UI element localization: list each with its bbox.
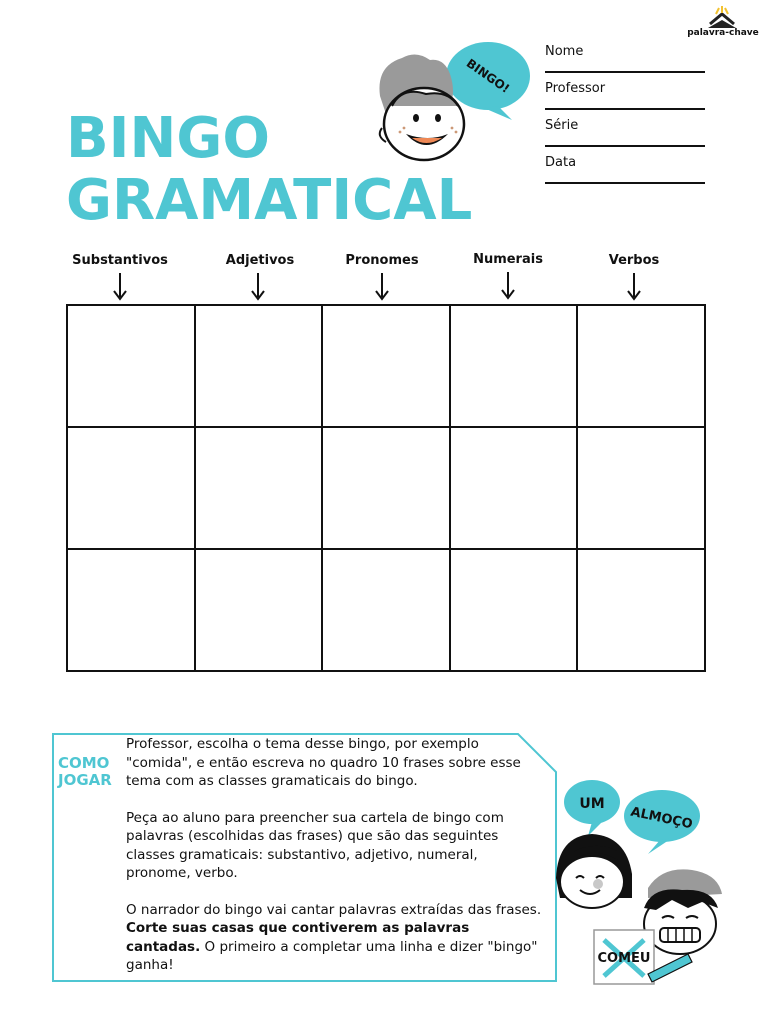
comeu-card-text: COMEU [597,951,651,966]
grid-cell[interactable] [577,549,705,671]
arrow-down-icon [626,273,642,301]
grid-cell[interactable] [577,427,705,549]
column-header-verbos [570,253,698,268]
grid-cell[interactable] [450,305,578,427]
column-label: Adjetivos [225,253,295,268]
column-header-pronomes [318,253,446,268]
bingo-bubble-text: BINGO! [463,56,513,96]
grid-cell[interactable] [450,549,578,671]
how-to-play-instructions [126,735,546,993]
grid-cell[interactable] [577,305,705,427]
um-speech-bubble [564,780,620,836]
almoco-bubble-text: ALMOÇO [629,804,694,833]
instruction-emphasis: Corte suas casas que contiverem as palavras cantadas. [126,920,470,955]
column-label: Substantivos [72,253,168,268]
column-headers [66,248,706,304]
instruction-paragraph-3 [126,901,546,975]
arrow-down-icon [500,272,516,300]
grade-field-label: Série [545,118,579,133]
date-field[interactable] [545,151,705,188]
name-field-line [545,71,705,73]
date-field-line [545,182,705,184]
grid-cell[interactable] [67,549,195,671]
grid-cell[interactable] [322,305,450,427]
column-header-adjetivos [196,253,324,268]
arrow-down-icon [250,273,266,301]
almoco-speech-bubble [624,790,700,854]
teacher-field-line [545,108,705,110]
grid-cell[interactable] [195,549,323,671]
name-field[interactable] [545,40,705,77]
how-to-play-title [58,755,118,789]
grade-field[interactable] [545,114,705,151]
grid-row [67,305,705,427]
brand-logo [686,6,760,42]
how-to-play-title-line-1: COMO [58,754,110,772]
teacher-field-label: Professor [545,81,606,96]
girl-face [556,834,632,908]
title-line-2: GRAMATICAL [66,168,473,233]
date-field-label: Data [545,155,577,170]
grid-cell[interactable] [322,549,450,671]
name-field-label: Nome [545,44,584,59]
instruction-paragraph-1: Professor, escolha o tema desse bingo, por exemplo "comida", e então escreva no quadro 10 frases sobre esse tema com as classes gramaticais do bingo. [126,736,521,789]
column-header-numerais [444,252,572,267]
instruction-text: O primeiro a completar uma linha e dizer "bingo" ganha! [126,938,538,973]
boy-illustration [372,36,532,164]
arrow-down-icon [112,273,128,301]
teacher-field[interactable] [545,77,705,114]
boy-face-2 [644,869,722,954]
instruction-paragraph-2: Peça ao aluno para preencher sua cartela de bingo com palavras (escolhidas das frases) que são das seguintes classes gramaticais: substantivo, adjetivo, numeral, pronome, verbo. [126,809,504,881]
grid-cell[interactable] [450,427,578,549]
brand-logo-text: palavra-chave [687,28,759,38]
grid-cell[interactable] [67,427,195,549]
grid-cell[interactable] [195,427,323,549]
arrow-down-icon [374,273,390,301]
title-line-1: BINGO [66,106,270,171]
column-label: Verbos [608,253,660,268]
um-bubble-text: UM [579,796,605,812]
grade-field-line [545,145,705,147]
kids-illustration [552,778,764,990]
grid-cell[interactable] [195,305,323,427]
grid-row [67,549,705,671]
student-info-fields [545,40,705,188]
grid-row [67,427,705,549]
column-header-substantivos [56,253,184,268]
book-icon [686,6,760,30]
how-to-play-title-line-2: JOGAR [58,771,112,789]
grid-cell[interactable] [322,427,450,549]
column-label: Numerais [473,252,543,267]
bingo-grid [66,304,706,672]
column-label: Pronomes [345,253,419,268]
grid-cell[interactable] [67,305,195,427]
how-to-play-box [52,733,558,983]
instruction-text: O narrador do bingo vai cantar palavras extraídas das frases. [126,901,542,918]
